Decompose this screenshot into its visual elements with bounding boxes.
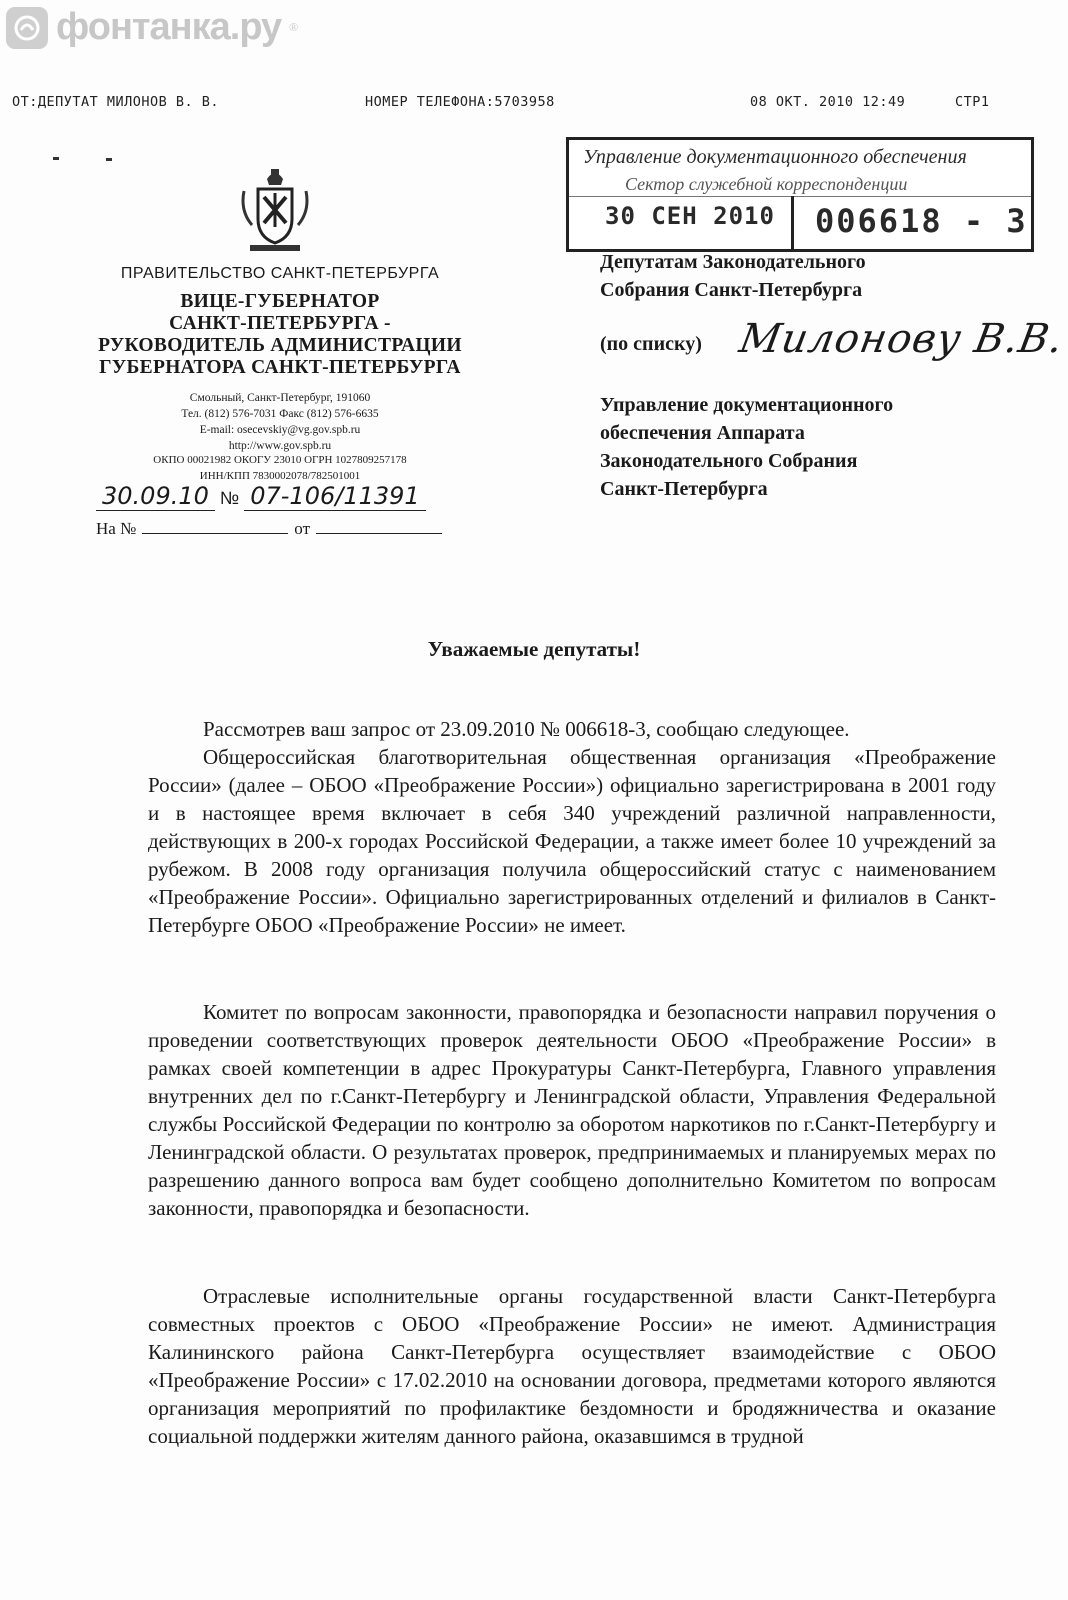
outgoing-number-value: 07-106/11391: [250, 482, 420, 510]
reference-ot-label: от: [294, 519, 311, 538]
watermark: [6, 6, 298, 49]
letterhead-email: E-mail: osecevskiy@vg.gov.spb.ru: [199, 424, 361, 436]
letterhead-title-line: ВИЦЕ-ГУБЕРНАТОР: [180, 291, 380, 312]
addressee-list-note: (по списку): [600, 333, 702, 355]
fax-from: ОТ:ДЕПУТАТ МИЛОНОВ В. В.: [12, 94, 220, 110]
addressee-deputies: [600, 248, 866, 304]
letterhead-phones: Тел. (812) 576-7031 Факс (812) 576-6635: [181, 408, 379, 420]
handwritten-addressee: Милонову В.В.: [735, 316, 1068, 362]
letterhead-codes: ОКПО 00021982 ОКОГУ 23010 ОГРН 1027809257178: [153, 454, 407, 466]
greeting: Уважаемые депутаты!: [427, 637, 641, 661]
addressee-department: [600, 391, 893, 503]
addressee-line: обеспечения Аппарата: [600, 422, 805, 444]
letterhead-government: ПРАВИТЕЛЬСТВО САНКТ-ПЕТЕРБУРГА: [120, 265, 440, 282]
addressee-line: Законодательного Собрания: [600, 450, 858, 472]
reference-na-label: На №: [96, 519, 137, 538]
letterhead-title-line: ГУБЕРНАТОРА САНКТ-ПЕТЕРБУРГА: [99, 357, 461, 378]
addressee-line: Собрания Санкт-Петербурга: [600, 279, 863, 301]
paragraph-text: Рассмотрев ваш запрос от 23.09.2010 № 006618-3, сообщаю следующее.: [203, 717, 850, 741]
addressee-line: Депутатам Законодательного: [600, 251, 866, 273]
stamp-divider: [791, 196, 794, 249]
stamp-date: 30 СЕН 2010: [605, 202, 775, 230]
body-paragraph: [148, 743, 996, 939]
letterhead-web: http://www.gov.spb.ru: [228, 440, 332, 452]
letterhead-address: Смольный, Санкт-Петербург, 191060: [189, 392, 371, 404]
paragraph-text: Общероссийская благотворительная общественная организация «Преображение России» (далее – ОБОО «Преображение России») официально зарегистрирована в 2001 году и в настоящее время включает в себя 340 учреждений различной направленности, действующих в 200-х городах Российской Федерации, а также имеет более 10 учреждений за рубежом. В 2008 году организация получила общероссийский статус с наименованием «Преображение России». Официально зарегистрированных отделений и филиалов в Санкт-Петербурге ОБОО «Преображение России» не имеет.: [148, 745, 996, 937]
body-paragraph: [148, 715, 996, 743]
reference-date-blank: [316, 519, 442, 534]
body-paragraph: [148, 998, 996, 1222]
crest-icon: [238, 167, 312, 253]
outgoing-date: 30.09.10: [102, 482, 209, 510]
addressee-line: Санкт-Петербурга: [600, 478, 768, 500]
watermark-text: фонтанка.ру: [56, 6, 282, 48]
fontanka-logo-icon: [6, 7, 48, 49]
body-paragraph: [148, 1282, 996, 1450]
stamp-line1: Управление документационного обеспечения: [583, 146, 967, 168]
watermark-reg: ®: [289, 20, 299, 34]
letterhead-title-line: САНКТ-ПЕТЕРБУРГА -: [169, 313, 391, 334]
scan-speck: [53, 157, 59, 160]
paragraph-text: Отраслевые исполнительные органы государственной власти Санкт-Петербурга совместных проектов с ОБОО «Преображение России» не имеют. Администрация Калининского района Санкт-Петербурга осуществляет взаимодействие с ОБОО «Преображение России» с 17.02.2010 на основании договора, предметами которого являются организация мероприятий по профилактике бездомности и бродяжничества и оказание социальной поддержки жителям данного района, оказавшимся в трудной: [148, 1284, 996, 1448]
reference-line: [96, 519, 448, 539]
letterhead-inn: ИНН/КПП 7830002078/782501001: [199, 470, 361, 482]
letterhead-title-line: РУКОВОДИТЕЛЬ АДМИНИСТРАЦИИ: [98, 335, 462, 356]
letterhead-title: [50, 291, 510, 379]
paragraph-text: Комитет по вопросам законности, правопорядка и безопасности направил поручения о проведении соответствующих проверок деятельности ОБОО «Преображение России» в рамках своей компетенции в адрес Прокуратуры Санкт-Петербурга, Главного управления внутренних дел по г.Санкт-Петербургу и Ленинградской области, Управления Федеральной службы Российской Федерации по контролю за оборотом наркотиков по г.Санкт-Петербургу и Ленинградской области. О результатах проверок, предпринимаемых и планируемых мерах по разрешению данного вопроса вам будет сообщено дополнительно Комитетом по вопросам законности, правопорядка и безопасности.: [148, 1000, 996, 1220]
stamp-number: 006618 - 3: [815, 202, 1028, 240]
fax-page: СТР1: [955, 94, 990, 110]
reference-number-blank: [142, 519, 288, 534]
scan-speck: [106, 158, 112, 161]
stamp-divider: [569, 196, 1031, 197]
outgoing-number: [96, 482, 426, 511]
registration-stamp: [566, 137, 1034, 252]
letterhead-contacts: [50, 390, 510, 454]
outgoing-no-label: №: [219, 488, 240, 508]
stamp-line2: Сектор служебной корреспонденции: [625, 174, 908, 194]
fax-datetime: 08 ОКТ. 2010 12:49: [750, 94, 906, 110]
addressee-line: Управление документационного: [600, 394, 894, 416]
fax-phone: НОМЕР ТЕЛЕФОНА:5703958: [365, 94, 555, 110]
